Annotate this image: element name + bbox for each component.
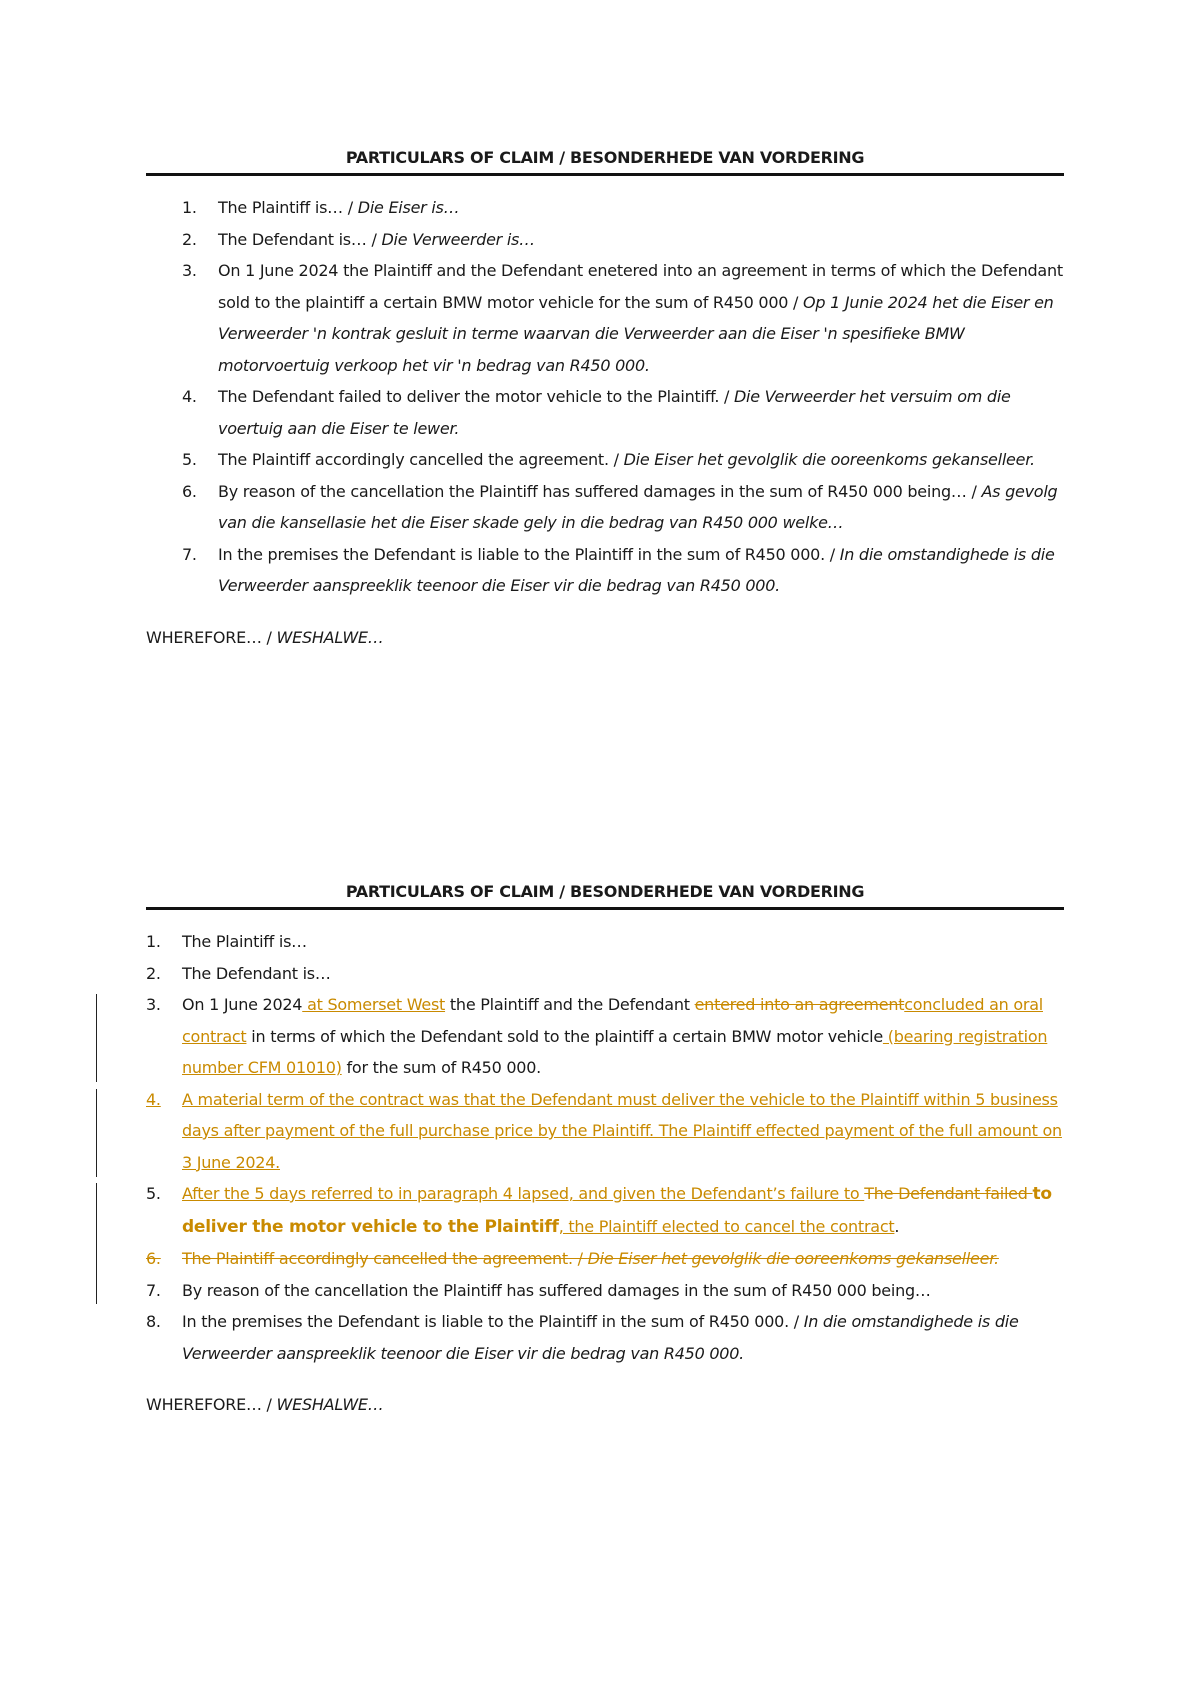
item-text-af: Op 1 Junie 2024 het die Eiser en Verweerder 'n kontrak gesluit in terme waarvan die Verweerder aan die Eiser 'n spesifieke BMW motorvoertuig verkoop het vir 'n bedrag van R450 000. [218, 292, 1054, 375]
claim-list [146, 192, 1064, 602]
claim-item [146, 476, 1064, 539]
item-text: in terms of which the Defendant sold to the plaintiff a certain BMW motor vehicle [246, 1026, 883, 1046]
wherefore-line [146, 1395, 1064, 1414]
claim-item [146, 444, 1064, 476]
item-text-en: On 1 June 2024 the Plaintiff and the Defendant enetered into an agreement in terms of which the Defendant sold to the plaintiff a certain BMW motor vehicle for the sum of R450 000 / [218, 261, 1063, 312]
item-text-en: The Defendant failed to deliver the motor vehicle to the Plaintiff. / [218, 387, 734, 406]
deleted-text: The Plaintiff accordingly cancelled the agreement. / [182, 1249, 588, 1268]
item-number: 7. [146, 1280, 161, 1300]
claim-list-revised [146, 926, 1064, 1369]
claim-item [146, 926, 1064, 958]
item-text: . [894, 1216, 900, 1236]
section-heading: PARTICULARS OF CLAIM / BESONDERHEDE VAN VORDERING [146, 148, 1064, 176]
item-number: 4. [146, 1089, 161, 1109]
item-text-af: In die omstandighede is die Verweerder aanspreeklik teenoor die Eiser vir die bedrag van R450 000. [218, 544, 1055, 595]
inserted-text: concluded an oral contract [182, 995, 1043, 1046]
wherefore-en: WHEREFORE… / [146, 1395, 277, 1414]
item-text-en: The Plaintiff accordingly cancelled the agreement. / [218, 450, 624, 469]
item-text-af: Die Verweerder is… [381, 229, 535, 249]
item-number: 6. [182, 481, 197, 501]
claim-item [146, 958, 1064, 990]
item-text-af: Die Eiser het gevolglik die ooreenkoms gekanselleer. [623, 450, 1035, 469]
item-text-en: By reason of the cancellation the Plaintiff has suffered damages in the sum of R450 000 being… / [218, 481, 982, 501]
claim-item-changed [146, 1178, 1064, 1243]
item-text: for the sum of R450 000. [341, 1058, 541, 1077]
wherefore-af: WESHALWE… [276, 627, 384, 647]
inserted-text: A material term of the contract was that the Defendant must deliver the vehicle to the Plaintiff within 5 business days after payment of the full purchase price by the Plaintiff. The Plaintiff effected payment of the full amount on 3 June 2024. [182, 1089, 1062, 1172]
item-text-af: Die Eiser is… [357, 198, 460, 217]
claim-item [146, 1306, 1064, 1369]
wherefore-line [146, 628, 1064, 647]
claim-item [146, 255, 1064, 381]
inserted-text: , the Plaintiff elected to cancel the contract [558, 1216, 895, 1236]
claim-item-inserted [146, 1084, 1064, 1179]
claim-item [146, 192, 1064, 224]
deleted-text: The Defendant failed [864, 1184, 1033, 1203]
claim-item-deleted [146, 1243, 1064, 1275]
item-number: 4. [182, 387, 197, 406]
change-bar [96, 1280, 97, 1304]
inserted-text: at Somerset West [302, 995, 446, 1014]
claim-item-changed [146, 1275, 1064, 1307]
wherefore-af: WESHALWE… [276, 1395, 384, 1414]
item-number: 5. [146, 1184, 161, 1203]
item-text: By reason of the cancellation the Plaintiff has suffered damages in the sum of R450 000 being… [182, 1280, 931, 1300]
item-text-en: The Plaintiff is… / [218, 198, 358, 217]
item-text-af: Die Verweerder het versuim om die voertuig aan die Eiser te lewer. [218, 387, 1011, 438]
change-bar [96, 1089, 97, 1177]
item-text: The Plaintiff is… [182, 932, 307, 951]
item-number: 1. [146, 932, 161, 951]
formatted-text: to deliver the motor vehicle to the Plaintiff [182, 1184, 1052, 1237]
section-tracked-changes [146, 882, 1064, 1414]
wherefore-en: WHEREFORE… / [146, 627, 277, 647]
claim-item [146, 381, 1064, 444]
section-bilingual [146, 148, 1064, 647]
item-text: the Plaintiff and the Defendant [445, 995, 695, 1014]
change-bar [96, 994, 97, 1082]
inserted-text: (bearing registration number CFM 01010) [182, 1026, 1048, 1077]
claim-item [146, 539, 1064, 602]
item-number: 3. [182, 261, 197, 280]
item-text-en: The Defendant is… / [218, 229, 382, 249]
item-text-en: In the premises the Defendant is liable to the Plaintiff in the sum of R450 000. / [182, 1312, 804, 1331]
item-number: 2. [182, 229, 197, 249]
item-text-af: In die omstandighede is die Verweerder aanspreeklik teenoor die Eiser vir die bedrag van R450 000. [182, 1312, 1019, 1363]
item-text-en: In the premises the Defendant is liable to the Plaintiff in the sum of R450 000. / [218, 544, 840, 564]
section-heading: PARTICULARS OF CLAIM / BESONDERHEDE VAN VORDERING [146, 882, 1064, 910]
item-number: 1. [182, 198, 197, 217]
item-text: On 1 June 2024 [182, 995, 303, 1014]
item-number: 3. [146, 995, 161, 1014]
claim-item-changed [146, 989, 1064, 1084]
item-number: 8. [146, 1312, 161, 1331]
inserted-text: After the 5 days referred to in paragraph 4 lapsed, and given the Defendant’s failure to [182, 1184, 865, 1203]
item-number: 2. [146, 963, 161, 983]
item-text: The Defendant is… [182, 963, 331, 983]
item-number: 5. [182, 450, 197, 469]
item-text-af: As gevolg van die kansellasie het die Eiser skade gely in die bedrag van R450 000 welke… [218, 481, 1058, 532]
claim-item [146, 224, 1064, 256]
deleted-text: entered into an agreement [694, 995, 905, 1014]
item-number: 6. [146, 1249, 161, 1268]
deleted-text: Die Eiser het gevolglik die ooreenkoms gekanselleer. [587, 1249, 999, 1268]
item-number: 7. [182, 544, 197, 564]
